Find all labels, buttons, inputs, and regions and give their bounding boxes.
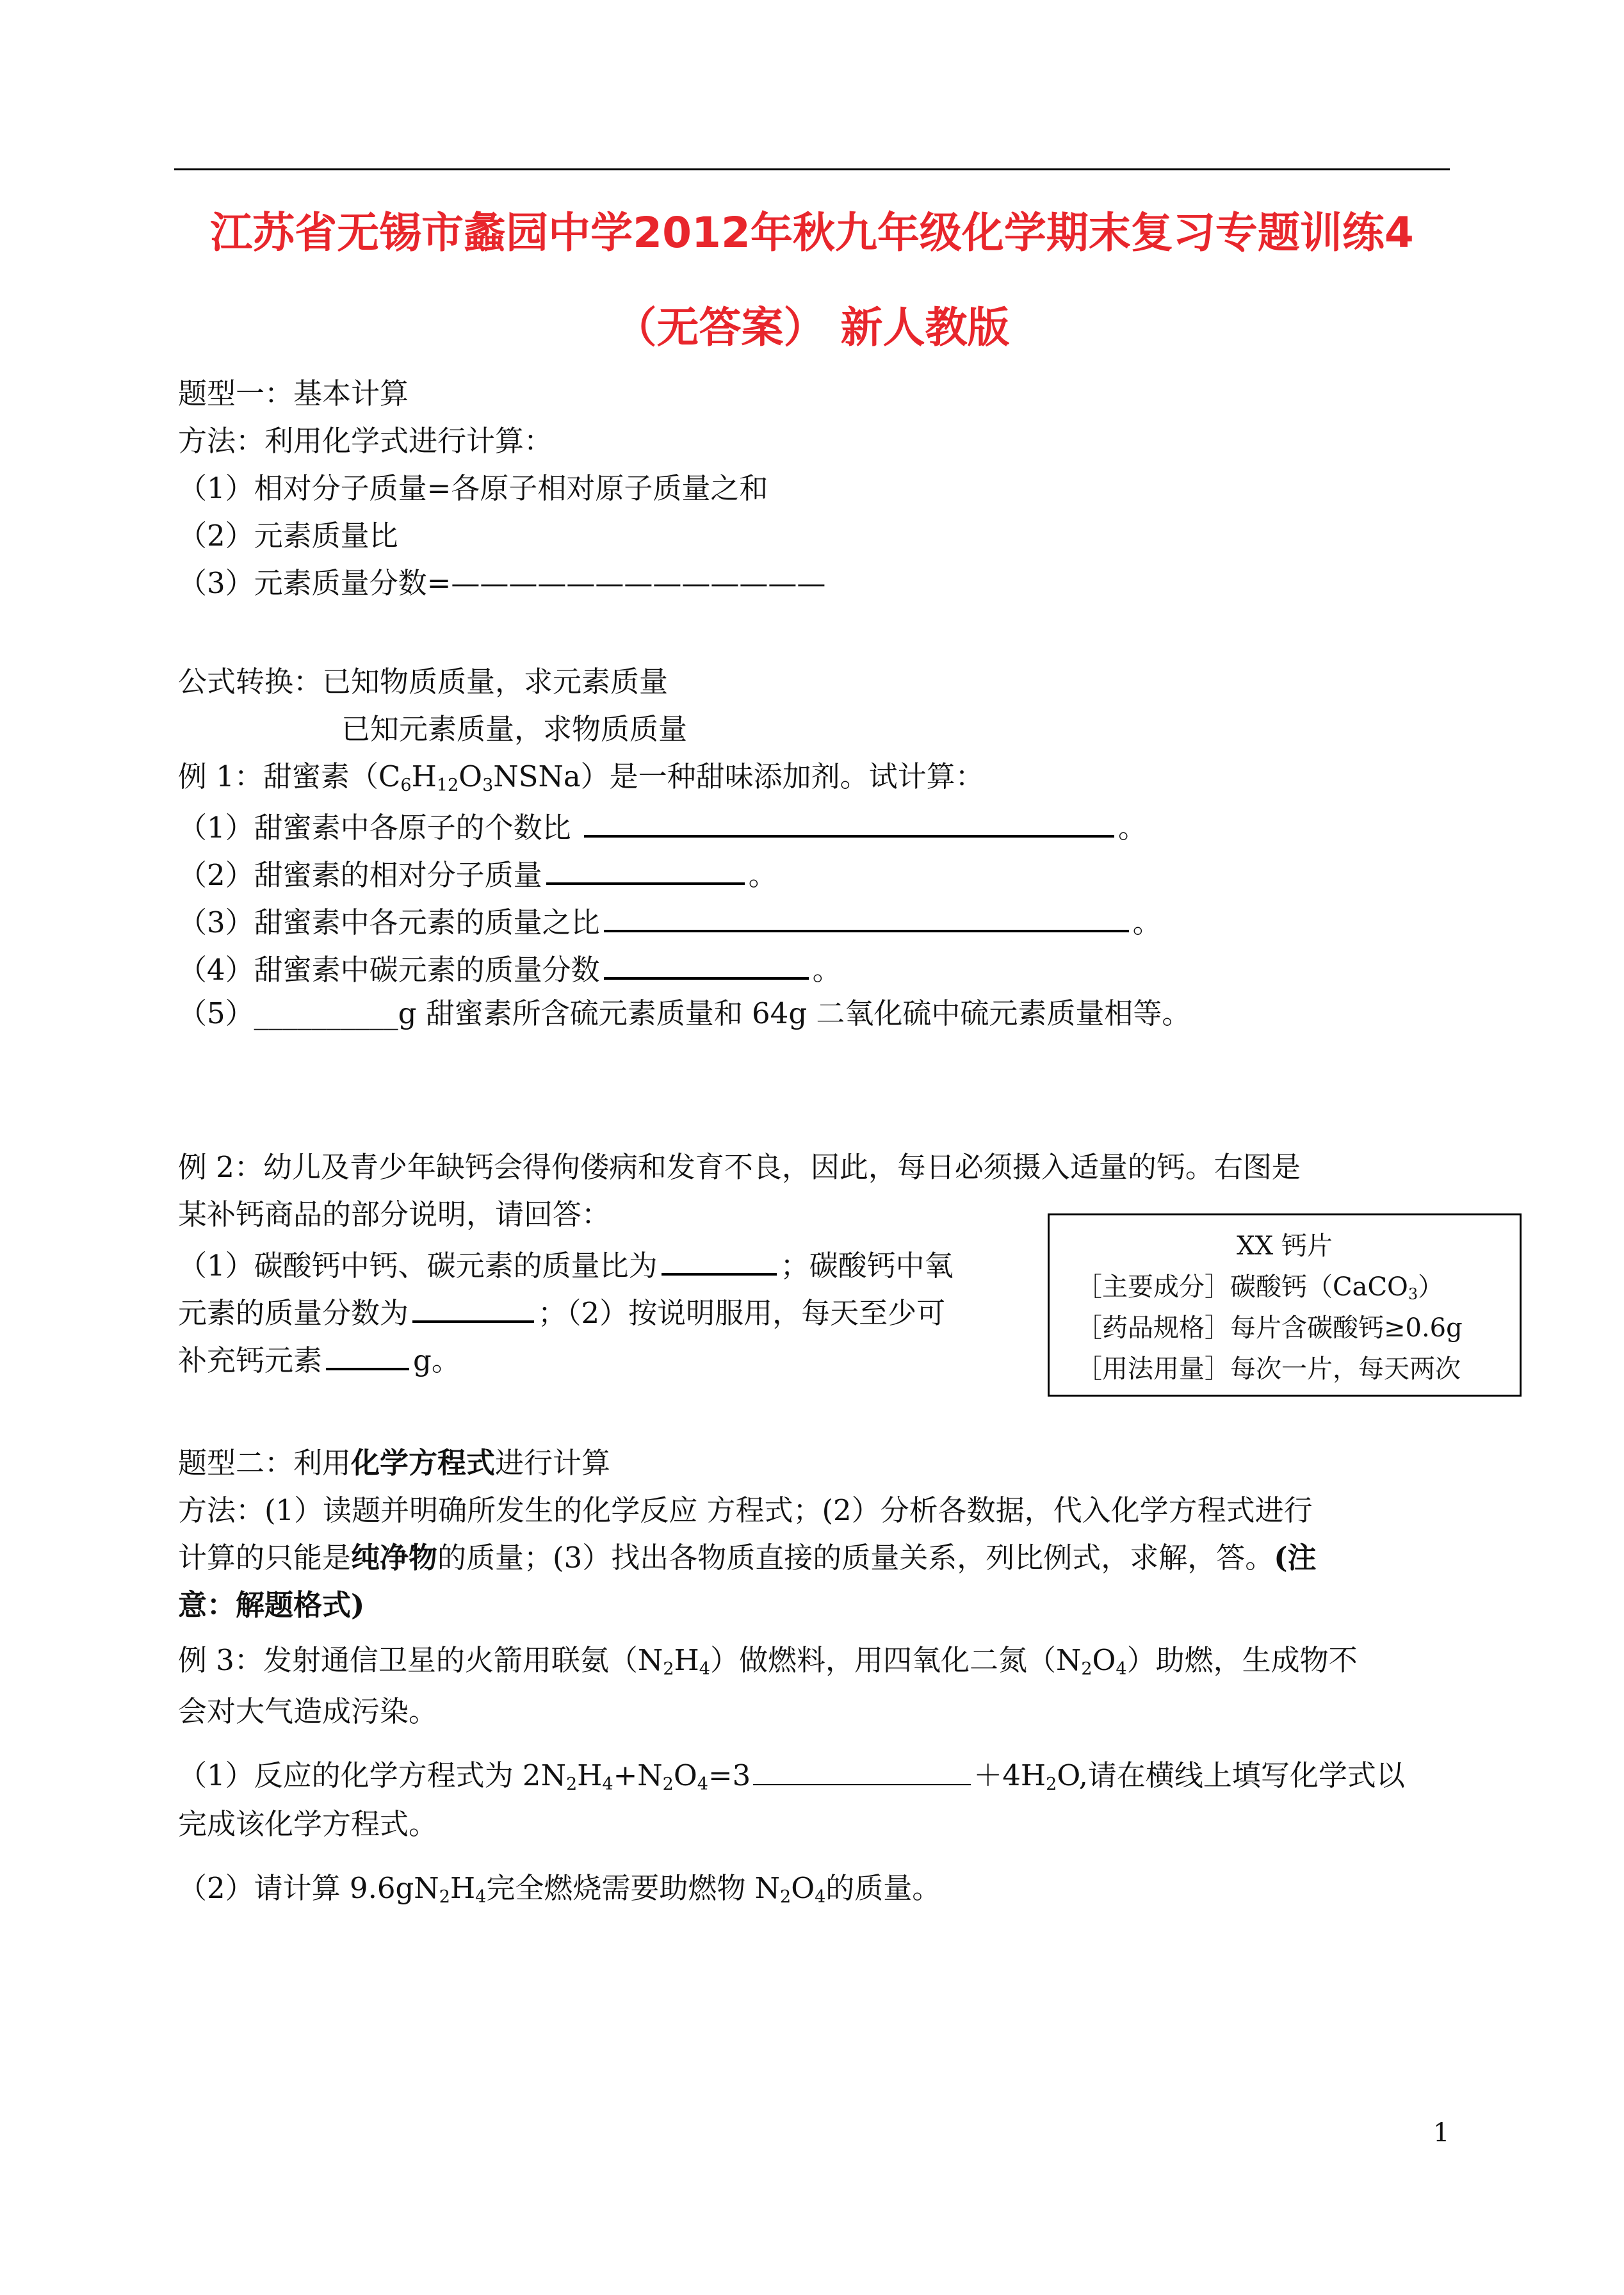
answer-blank[interactable] <box>584 809 1114 838</box>
document-title-line2: （无答案） 新人教版 <box>614 303 1010 352</box>
answer-blank[interactable] <box>604 952 809 980</box>
example3-line3: （1）反应的化学方程式为 $2N_2H_4+N_2O_4=3 +4H_2O$,请在横线上填写化学式以 <box>178 1758 1405 1794</box>
label-dosage: ［用法用量］每次一片，每天两次 <box>1076 1354 1461 1384</box>
example1-intro: 例 1：甜蜜素$(C_6H_{12}O_3NSNa)$是一种甜味添加剂。试计算： <box>178 759 984 795</box>
page-number: 1 <box>1433 2118 1450 2148</box>
section1-item3: （3）元素质量分数=————————————— <box>178 566 826 600</box>
answer-blank[interactable] <box>326 1342 409 1370</box>
section1-heading: 题型一：基本计算 <box>178 377 409 410</box>
calcium-tablet-label-box <box>1048 1213 1522 1397</box>
answer-blank[interactable] <box>753 1758 971 1785</box>
document-title-line1: 江苏省无锡市蠡园中学2012年秋九年级化学期末复习专题训练4 <box>210 208 1414 257</box>
header-rule <box>174 168 1450 170</box>
section2-heading: 题型二：利用化学方程式进行计算 <box>178 1446 611 1480</box>
example1-q5: （5）__________g 甜蜜素所含硫元素质量和 64g 二氧化硫中硫元素质量相等。 <box>178 996 1191 1030</box>
example2-line5: 补充钙元素 g。 <box>178 1343 460 1377</box>
section1-method: 方法：利用化学式进行计算： <box>178 424 553 458</box>
example2-line4: 元素的质量分数为 ；（2）按说明服用，每天至少可 <box>178 1296 946 1330</box>
example1-q2: （2）甜蜜素的相对分子质量 。 <box>178 858 777 892</box>
answer-blank[interactable] <box>546 857 745 885</box>
example1-q1: （1）甜蜜素中各原子的个数比 。 <box>178 811 1147 845</box>
label-main-ingredient: ［主要成分］碳酸钙（CaCO$_3$） <box>1076 1272 1444 1303</box>
formula-conversion-2: 已知元素质量，求物质质量 <box>341 712 688 746</box>
answer-blank[interactable] <box>604 904 1129 932</box>
answer-blank[interactable]: __________ <box>254 996 398 1030</box>
example3-line5: （2）请计算 $9.6gN_2H_4$完全燃烧需要助燃物 $N_2O_4$的质量。 <box>178 1871 941 1907</box>
answer-blank[interactable] <box>662 1247 777 1276</box>
section2-method-line2: 计算的只能是纯净物的质量；(3）找出各物质直接的质量关系，列比例式，求解，答。(注 <box>178 1541 1317 1575</box>
example1-q4: （4）甜蜜素中碳元素的质量分数 。 <box>178 953 841 987</box>
label-product-name: XX 钙片 <box>1237 1231 1333 1261</box>
example2-line2: 某补钙商品的部分说明，请回答： <box>178 1197 611 1231</box>
section1-item1: （1）相对分子质量=各原子相对原子质量之和 <box>178 471 768 505</box>
section2-method-line3: 意：解题格式) <box>178 1588 365 1622</box>
example3-line2: 会对大气造成污染。 <box>178 1694 438 1728</box>
example2-line1: 例 2：幼儿及青少年缺钙会得佝偻病和发育不良，因此，每日必须摄入适量的钙。右图是 <box>178 1150 1301 1184</box>
section1-item2: （2）元素质量比 <box>178 519 398 553</box>
formula-conversion-1: 公式转换：已知物质质量，求元素质量 <box>178 665 669 699</box>
label-specification: ［药品规格］每片含碳酸钙≥0.6g <box>1076 1313 1463 1343</box>
example2-line3: （1）碳酸钙中钙、碳元素的质量比为 ；碳酸钙中氧 <box>178 1249 954 1283</box>
answer-blank[interactable] <box>412 1295 534 1323</box>
example3-line4: 完成该化学方程式。 <box>178 1807 438 1841</box>
example3-line1: 例 3：发射通信卫星的火箭用联氨$(N_2H_4)$做燃料，用四氧化二氮$(N_2O_4)$助燃，生成物不 <box>178 1643 1358 1679</box>
section2-method-line1: 方法：(1）读题并明确所发生的化学反应 方程式；(2）分析各数据，代入化学方程式进行 <box>178 1493 1313 1527</box>
example1-q3: （3）甜蜜素中各元素的质量之比 。 <box>178 905 1162 939</box>
